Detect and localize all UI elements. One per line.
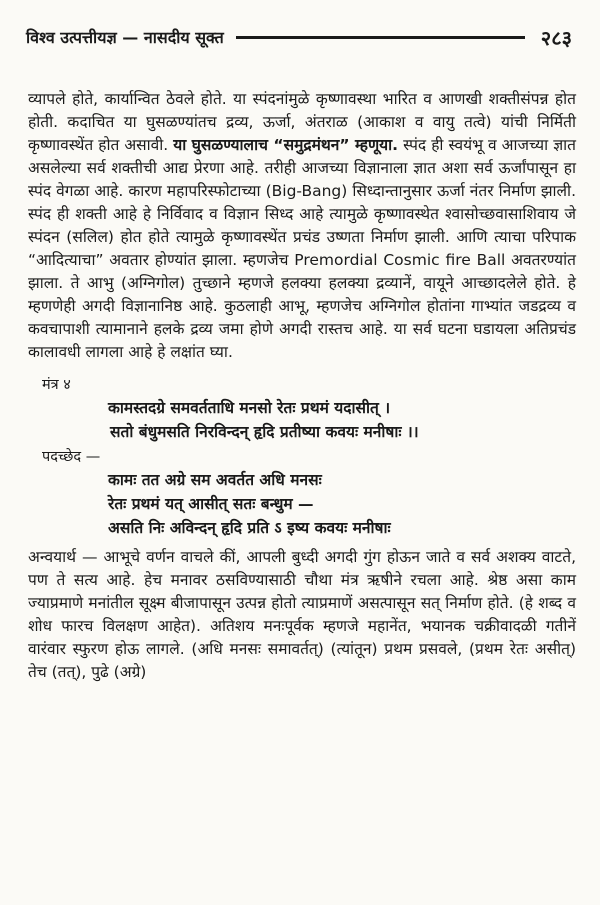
- padachheda-line-3: असति निः अविन्दन् हृदि प्रति ऽ इष्य कवयः मनीषाः: [108, 519, 391, 537]
- bold-phrase: या घुसळण्यालाच “समुद्रमंथन” म्हणूया.: [173, 136, 399, 154]
- mantra-line-1: कामस्तदग्रे समवर्तताधि मनसो रेतः प्रथमं यदासीत् ।: [108, 399, 391, 417]
- padachheda-label: पदच्छेद —: [42, 449, 101, 465]
- page-header: [26, 22, 572, 52]
- mantra-line-2: सतो बंधुमसति निरविन्दन् हृदि प्रतीष्या कवयः मनीषाः ।।: [110, 423, 419, 441]
- page-number: २८३: [540, 25, 572, 50]
- paragraph-anvayartha: अन्वयार्थ — आभूचे वर्णन वाचले कीं, आपली बुध्दी अगदी गुंग होऊन जाते व सर्व अशक्य वाटते, पण ते सत्य आहे. हेच मनावर ठसविण्यासाठी चौथा मंत्र ऋषीने रचला आहे. श्रेष्ठ असा काम ज्याप्रमाणे मनांतील सूक्ष्म बीजापासून उत्पन्न होतो त्याप्रमाणें असत्पासून सत् निर्माण होते. (हे शब्द व शोध फारच विलक्षण आहेत). अतिशय मनःपूर्वक म्हणजे महानेंत, भयानक चक्रीवादळी गतीनें वारंवार स्फुरण होऊ लागले. (अधि मनसः समावर्तत्) (त्यांतून) प्रथम प्रसवले, (प्रथम रेतः असीत्) तेच (तत्), पुढे (अग्रे): [28, 548, 576, 681]
- padachheda-line-2: रेतः प्रथमं यत् आसीत् सतः बन्धुम —: [108, 495, 314, 513]
- paragraph-intro: [28, 88, 576, 364]
- paragraph-text-1: व्यापले होते, कार्यान्वित ठेवले होते. या स्पंदनांमुळे कृष्णावस्था भारित व आणखी शक्तीसंपन्न होत होती. कदाचित या घुसळण्यांतच द्रव्य, ऊर्जा, अंतराळ (आकाश व वायु तत्वे) यांची निर्मिती कृष्णावस्थेंत होत असावी.: [28, 90, 576, 154]
- mantra-label: मंत्र ४: [42, 377, 71, 393]
- paragraph-text-2: स्पंद ही स्वयंभू व आजच्या ज्ञात असलेल्या सर्व शक्तीची आद्य प्रेरणा आहे. तरीही आजच्या विज्ञानाला ज्ञात अशा सर्व ऊर्जांपासून हा स्पंद वेगळा आहे. कारण महापरिस्फोटाच्या (Big-Bang) सिध्दान्तानुसार ऊर्जा नंतर निर्माण झाली. स्पंद ही शक्ती आहे हे निर्विवाद व विज्ञान सिध्द आहे त्यामुळे कृष्णावस्थेत श्वासोच्छवासाशिवाय जे स्पंदन (सलिल) होत होते त्यामुळे कृष्णावस्थेंत प्रचंड उष्णता निर्माण झाली. आणि त्याचा परिपाक “आदित्याचा” अवतार होण्यांत झाला. म्हणजेच Premordial Cosmic fire Ball अवतरण्यांत झाला. ते आभु (अग्निगोल) तुच्छाने म्हणजे हलक्या हलक्या द्रव्यानें, वायूने आच्छादलेले होते. हे म्हणणेही अगदी विज्ञानानिष्ठ आहे. कुठलाही आभू, म्हणजेच अग्निगोल होतांना गाभ्यांत जडद्रव्य व कवचापाशी त्यामानाने हलके द्रव्य जमा होणे अगदी रास्तच आहे. या सर्व घटना घडायला अतिप्रचंड कालावधी लागला आहे हे लक्षांत घ्या.: [28, 136, 576, 361]
- running-title: विश्व उत्पत्तीयज्ञ — नासदीय सूक्त: [26, 28, 224, 47]
- page-body: [28, 88, 576, 684]
- header-rule: [236, 36, 525, 39]
- padachheda-line-1: कामः तत अग्रे सम अवर्तत अधि मनसः: [108, 471, 322, 489]
